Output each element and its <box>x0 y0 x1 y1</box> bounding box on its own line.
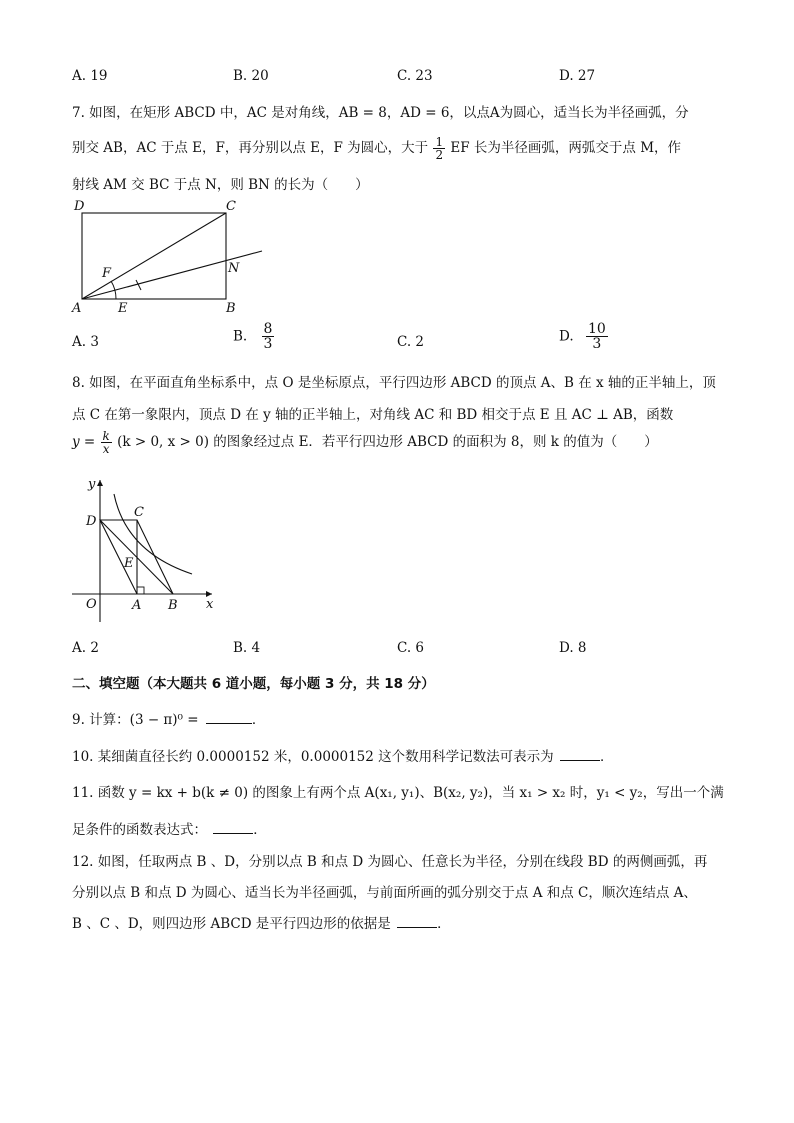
q8-line-1: 8. 如图，在平面直角坐标系中，点 O 是坐标原点，平行四边形 ABCD 的顶点 A、B 在 x 轴的正半轴上，顶 <box>72 375 716 391</box>
q7-option-b-prefix: B. <box>233 328 248 345</box>
q8-line-2: 点 C 在第一象限内，顶点 D 在 y 轴的正半轴上，对角线 AC 和 BD 相交于点 E 且 AC ⊥ AB，函数 <box>72 407 674 423</box>
q7-option-b-num: 8 <box>263 321 273 337</box>
label-d: D <box>74 199 85 214</box>
q8-line-3-post: (k > 0, x > 0) 的图象经过点 E．若平行四边形 ABCD 的面积为 8，则 k 的值为（ ） <box>117 434 658 450</box>
q7-line-2-post: EF 长为半径画弧，两弧交于点 M，作 <box>450 140 682 156</box>
q7-option-d <box>559 322 609 351</box>
q12-line-2: 分别以点 B 和点 D 为圆心、适当长为半径画弧，与前面所画的弧分别交于点 A 和点 C，顺次连结点 A、 <box>72 885 697 901</box>
q8-line-3 <box>72 430 658 455</box>
label-a: A <box>72 301 82 316</box>
label-b: B <box>168 598 178 613</box>
q12-answer-blank[interactable] <box>397 915 437 928</box>
q7-line-3: 射线 AM 交 BC 于点 N，则 BN 的长为（ ） <box>72 177 369 193</box>
q9-end: ． <box>251 712 266 728</box>
q8-option-a: A. 2 <box>72 640 99 656</box>
q11-text: 足条件的函数表达式： <box>72 822 207 838</box>
q11-line-2 <box>72 818 267 838</box>
section-2-heading: 二、填空题（本大题共 6 道小题，每小题 3 分，共 18 分） <box>72 676 435 692</box>
label-d: D <box>86 514 97 529</box>
q11-end: ． <box>253 822 267 838</box>
q10-line <box>72 745 613 765</box>
q8-option-b: B. 4 <box>233 640 261 656</box>
q9-text: 9. 计算：(3 − π)⁰ = <box>72 712 199 728</box>
label-x: x <box>206 597 214 612</box>
q12-line-1: 12. 如图，任取两点 B 、D，分别以点 B 和点 D 为圆心、任意长为半径，分别在线段 BD 的两侧画弧，再 <box>72 854 708 870</box>
q12-text: B 、C 、D，则四边形 ABCD 是平行四边形的依据是 <box>72 916 391 932</box>
q7-line-2-pre: 别交 AB，AC 于点 E，F，再分别以点 E，F 为圆心，大于 <box>72 140 429 156</box>
q7-rectangle-figure <box>66 196 276 316</box>
diagonal-ac <box>82 213 226 299</box>
q8-line-3-pre: y = <box>72 434 96 450</box>
q7-frac-den: 2 <box>435 148 444 162</box>
q7-option-c: C. 2 <box>397 334 425 350</box>
q8-option-c: C. 6 <box>397 640 425 656</box>
q10-text: 10. 某细菌直径长约 0.0000152 米，0.0000152 这个数用科学记数法可表示为 <box>72 749 554 765</box>
q7-line-2 <box>72 136 681 161</box>
q12-end: ． <box>437 916 451 932</box>
q8-coordinate-figure <box>72 472 222 624</box>
q8-option-d: D. 8 <box>559 640 587 656</box>
label-a: A <box>132 598 142 613</box>
q9-line <box>72 708 265 728</box>
q10-answer-blank[interactable] <box>560 748 600 761</box>
q7-option-b-fraction <box>262 322 275 351</box>
label-e: E <box>124 556 134 571</box>
arc-mark-m <box>136 280 141 290</box>
right-angle-mark <box>137 587 144 594</box>
q7-option-a: A. 3 <box>72 334 99 350</box>
q12-line-3 <box>72 912 451 932</box>
label-e: E <box>118 301 128 316</box>
q7-frac-num: 1 <box>435 135 444 149</box>
label-y: y <box>88 477 96 492</box>
q6-option-b: B. 20 <box>233 68 269 84</box>
q6-option-c: C. 23 <box>397 68 433 84</box>
q6-option-a: A. 19 <box>72 68 108 84</box>
q9-answer-blank[interactable] <box>206 711 252 724</box>
q6-option-d: D. 27 <box>559 68 596 84</box>
q7-option-d-den: 3 <box>592 336 602 352</box>
q8-frac-den: x <box>102 442 110 456</box>
q11-answer-blank[interactable] <box>213 821 253 834</box>
q7-line-1: 7. 如图，在矩形 ABCD 中，AC 是对角线，AB = 8，AD = 6，以点A为圆心，适当长为半径画弧，分 <box>72 105 689 121</box>
y-axis-arrow <box>97 480 103 486</box>
label-f: F <box>102 266 112 281</box>
label-o: O <box>86 597 97 612</box>
label-b: B <box>226 301 236 316</box>
q7-fraction-half <box>433 136 445 161</box>
q8-frac-num: k <box>102 429 110 443</box>
arc-ef <box>111 281 116 299</box>
q7-option-d-prefix: D. <box>559 328 574 345</box>
label-c: C <box>226 199 236 214</box>
q11-line-1: 11. 函数 y = kx + b(k ≠ 0) 的图象上有两个点 A(x₁, y₁)、B(x₂, y₂)，当 x₁ > x₂ 时，y₁ < y₂，写出一个满 <box>72 785 724 801</box>
q7-option-b <box>233 322 275 351</box>
label-c: C <box>134 505 144 520</box>
q8-fraction-kx <box>101 430 112 455</box>
q7-option-d-num: 10 <box>587 321 606 337</box>
q7-option-b-den: 3 <box>263 336 273 352</box>
q10-end: ． <box>599 749 614 765</box>
q7-option-d-fraction <box>586 322 608 351</box>
label-n: N <box>228 261 240 276</box>
